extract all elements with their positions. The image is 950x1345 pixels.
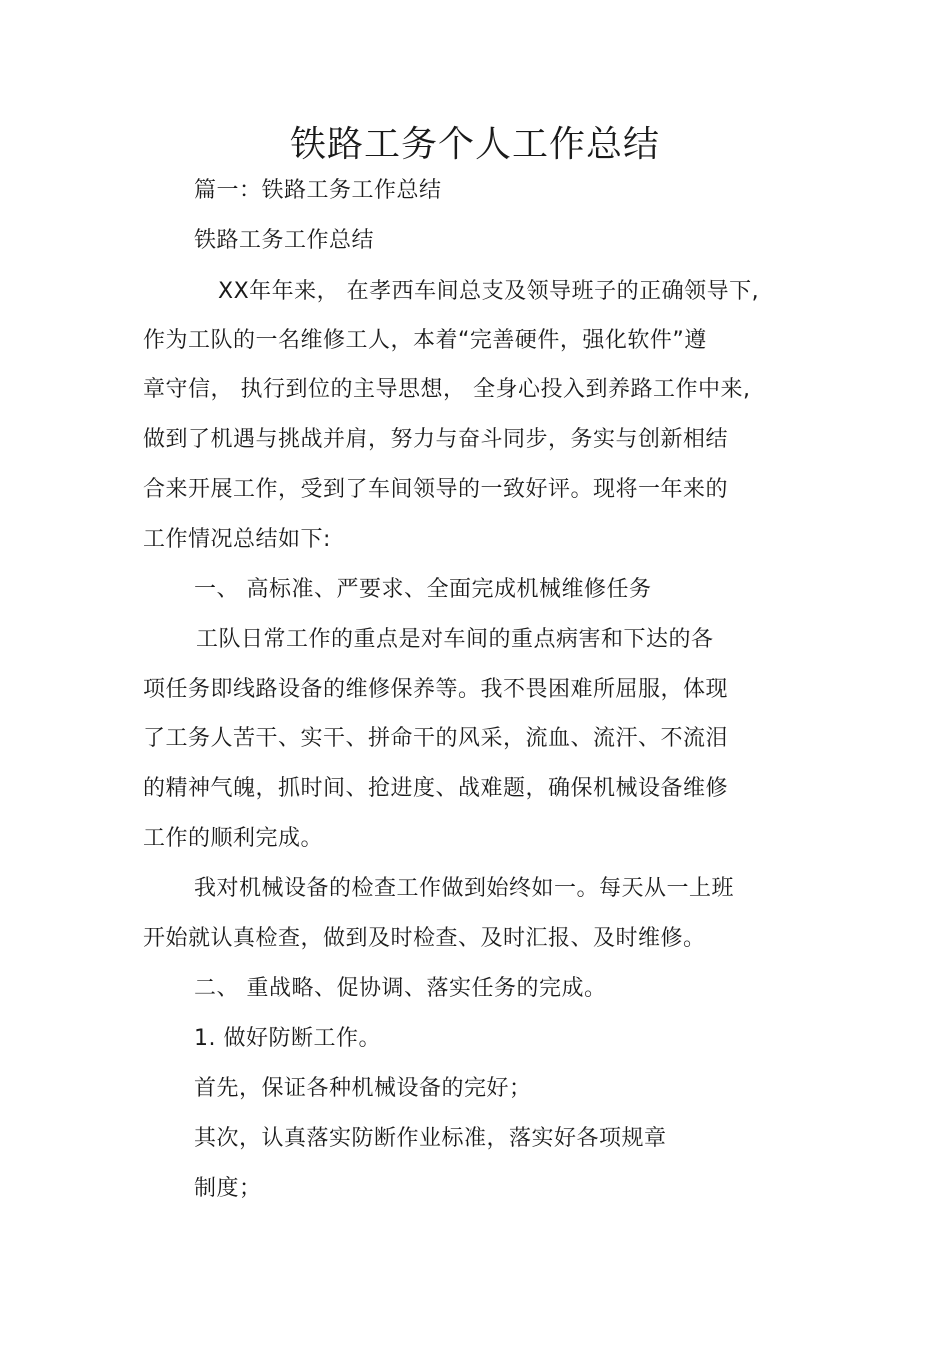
paragraph-line: 制度； <box>194 1176 262 1201</box>
paragraph-line: XX年年来， 在孝西车间总支及领导班子的正确领导下, <box>218 279 760 304</box>
paragraph-line: 的精神气魄，抓时间、抢进度、战难题，确保机械设备维修 <box>143 776 729 801</box>
document-title: 铁路工务个人工作总结 <box>289 124 660 165</box>
subtitle: 铁路工务工作总结 <box>194 228 375 253</box>
paragraph-line: 开始就认真检查，做到及时检查、及时汇报、及时维修。 <box>143 926 706 951</box>
paragraph-line: 工作情况总结如下: <box>143 527 331 552</box>
paragraph-line: 合来开展工作，受到了车间领导的一致好评。现将一年来的 <box>143 477 729 502</box>
list-item: 1. 做好防断工作。 <box>194 1026 381 1051</box>
paragraph-line: 其次，认真落实防断作业标准，落实好各项规章 <box>194 1126 667 1151</box>
paragraph-line: 作为工队的一名维修工人，本着“完善硬件，强化软件”遵 <box>143 328 707 353</box>
section-heading: 篇一：铁路工务工作总结 <box>194 178 442 203</box>
paragraph-line: 项任务即线路设备的维修保养等。我不畏困难所屈服，体现 <box>143 677 729 702</box>
section-heading: 二、 重战略、促协调、落实任务的完成。 <box>194 976 607 1001</box>
paragraph-line: 做到了机遇与挑战并肩，努力与奋斗同步，务实与创新相结 <box>143 427 729 452</box>
paragraph-line: 首先，保证各种机械设备的完好； <box>194 1076 532 1101</box>
paragraph-line: 工队日常工作的重点是对车间的重点病害和下达的各 <box>196 627 714 652</box>
paragraph-line: 章守信， 执行到位的主导思想， 全身心投入到养路工作中来, <box>143 377 751 402</box>
section-heading: 一、 高标准、严要求、全面完成机械维修任务 <box>194 577 652 602</box>
paragraph-line: 工作的顺利完成。 <box>143 826 324 851</box>
paragraph-line: 了工务人苦干、实干、拼命干的风采，流血、流汗、不流泪 <box>143 726 729 751</box>
paragraph-line: 我对机械设备的检查工作做到始终如一。每天从一上班 <box>194 876 735 901</box>
